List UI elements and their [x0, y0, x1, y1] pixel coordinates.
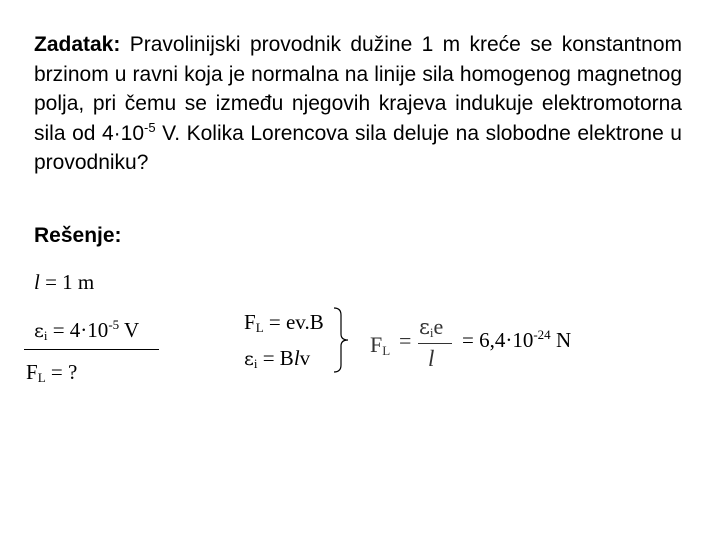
formula-lorentz-rhs: = ev.B	[263, 310, 324, 334]
result-value-text: = 6,4·10	[462, 328, 534, 352]
problem-text-2: V. Kolika Lorencova sila deluje na slobodne elektrone u provodniku?	[34, 121, 682, 174]
given-length-symbol: l	[34, 270, 40, 294]
result-lhs-sub: L	[382, 343, 391, 358]
formula-emf-rhs-post: v	[299, 346, 311, 370]
result-lhs-symbol: F	[370, 332, 383, 357]
given-length-value: = 1 m	[39, 270, 95, 294]
given-divider	[24, 349, 159, 350]
find-force	[26, 360, 77, 385]
formula-emf-symbol: ε	[244, 348, 254, 370]
formula-lorentz-sub: L	[255, 320, 264, 335]
formula-emf-rhs-pre: = B	[257, 346, 294, 370]
result-lhs	[370, 332, 390, 358]
find-force-value: = ?	[45, 360, 78, 384]
given-emf-sub: i	[43, 328, 48, 343]
result-equals: =	[399, 328, 412, 353]
given-emf	[34, 318, 139, 343]
given-emf-exponent: -5	[108, 317, 120, 332]
problem-statement	[34, 30, 682, 178]
given-emf-unit: V	[119, 318, 140, 342]
result-num-sub: i	[429, 325, 434, 340]
problem-text-1: Pravolinijski provodnik dužine 1 m kreće se konstantnom brzinom u ravni koja je normalna na linije sila homogenog magnetnog polja, pri čemu se između njegovih krajeva indukuje elektromotorna sila od 4·10	[34, 33, 682, 145]
result-num-symbol: ε	[419, 315, 430, 339]
formula-emf-sub: i	[253, 356, 258, 371]
problem-exponent: -5	[144, 119, 156, 135]
find-force-symbol: F	[26, 360, 38, 384]
given-length	[34, 270, 94, 295]
result-numerator	[419, 314, 443, 340]
result-value-exponent: -24	[533, 327, 551, 342]
result-value	[462, 328, 571, 353]
result-num-e: e	[433, 314, 444, 339]
given-emf-symbol: ε	[34, 320, 44, 342]
formula-emf-rhs-l: l	[293, 346, 300, 370]
formula-lorentz	[244, 310, 324, 335]
given-emf-value: = 4·10	[47, 318, 109, 342]
result-fraction-bar	[418, 343, 452, 344]
result-denominator: l	[428, 346, 435, 371]
right-brace	[331, 306, 353, 374]
formula-emf	[244, 346, 310, 371]
find-force-sub: L	[37, 370, 46, 385]
problem-label: Zadatak:	[34, 33, 121, 56]
formula-lorentz-symbol: F	[244, 310, 256, 334]
result-unit: N	[550, 328, 572, 352]
solution-label: Rešenje:	[34, 224, 122, 247]
